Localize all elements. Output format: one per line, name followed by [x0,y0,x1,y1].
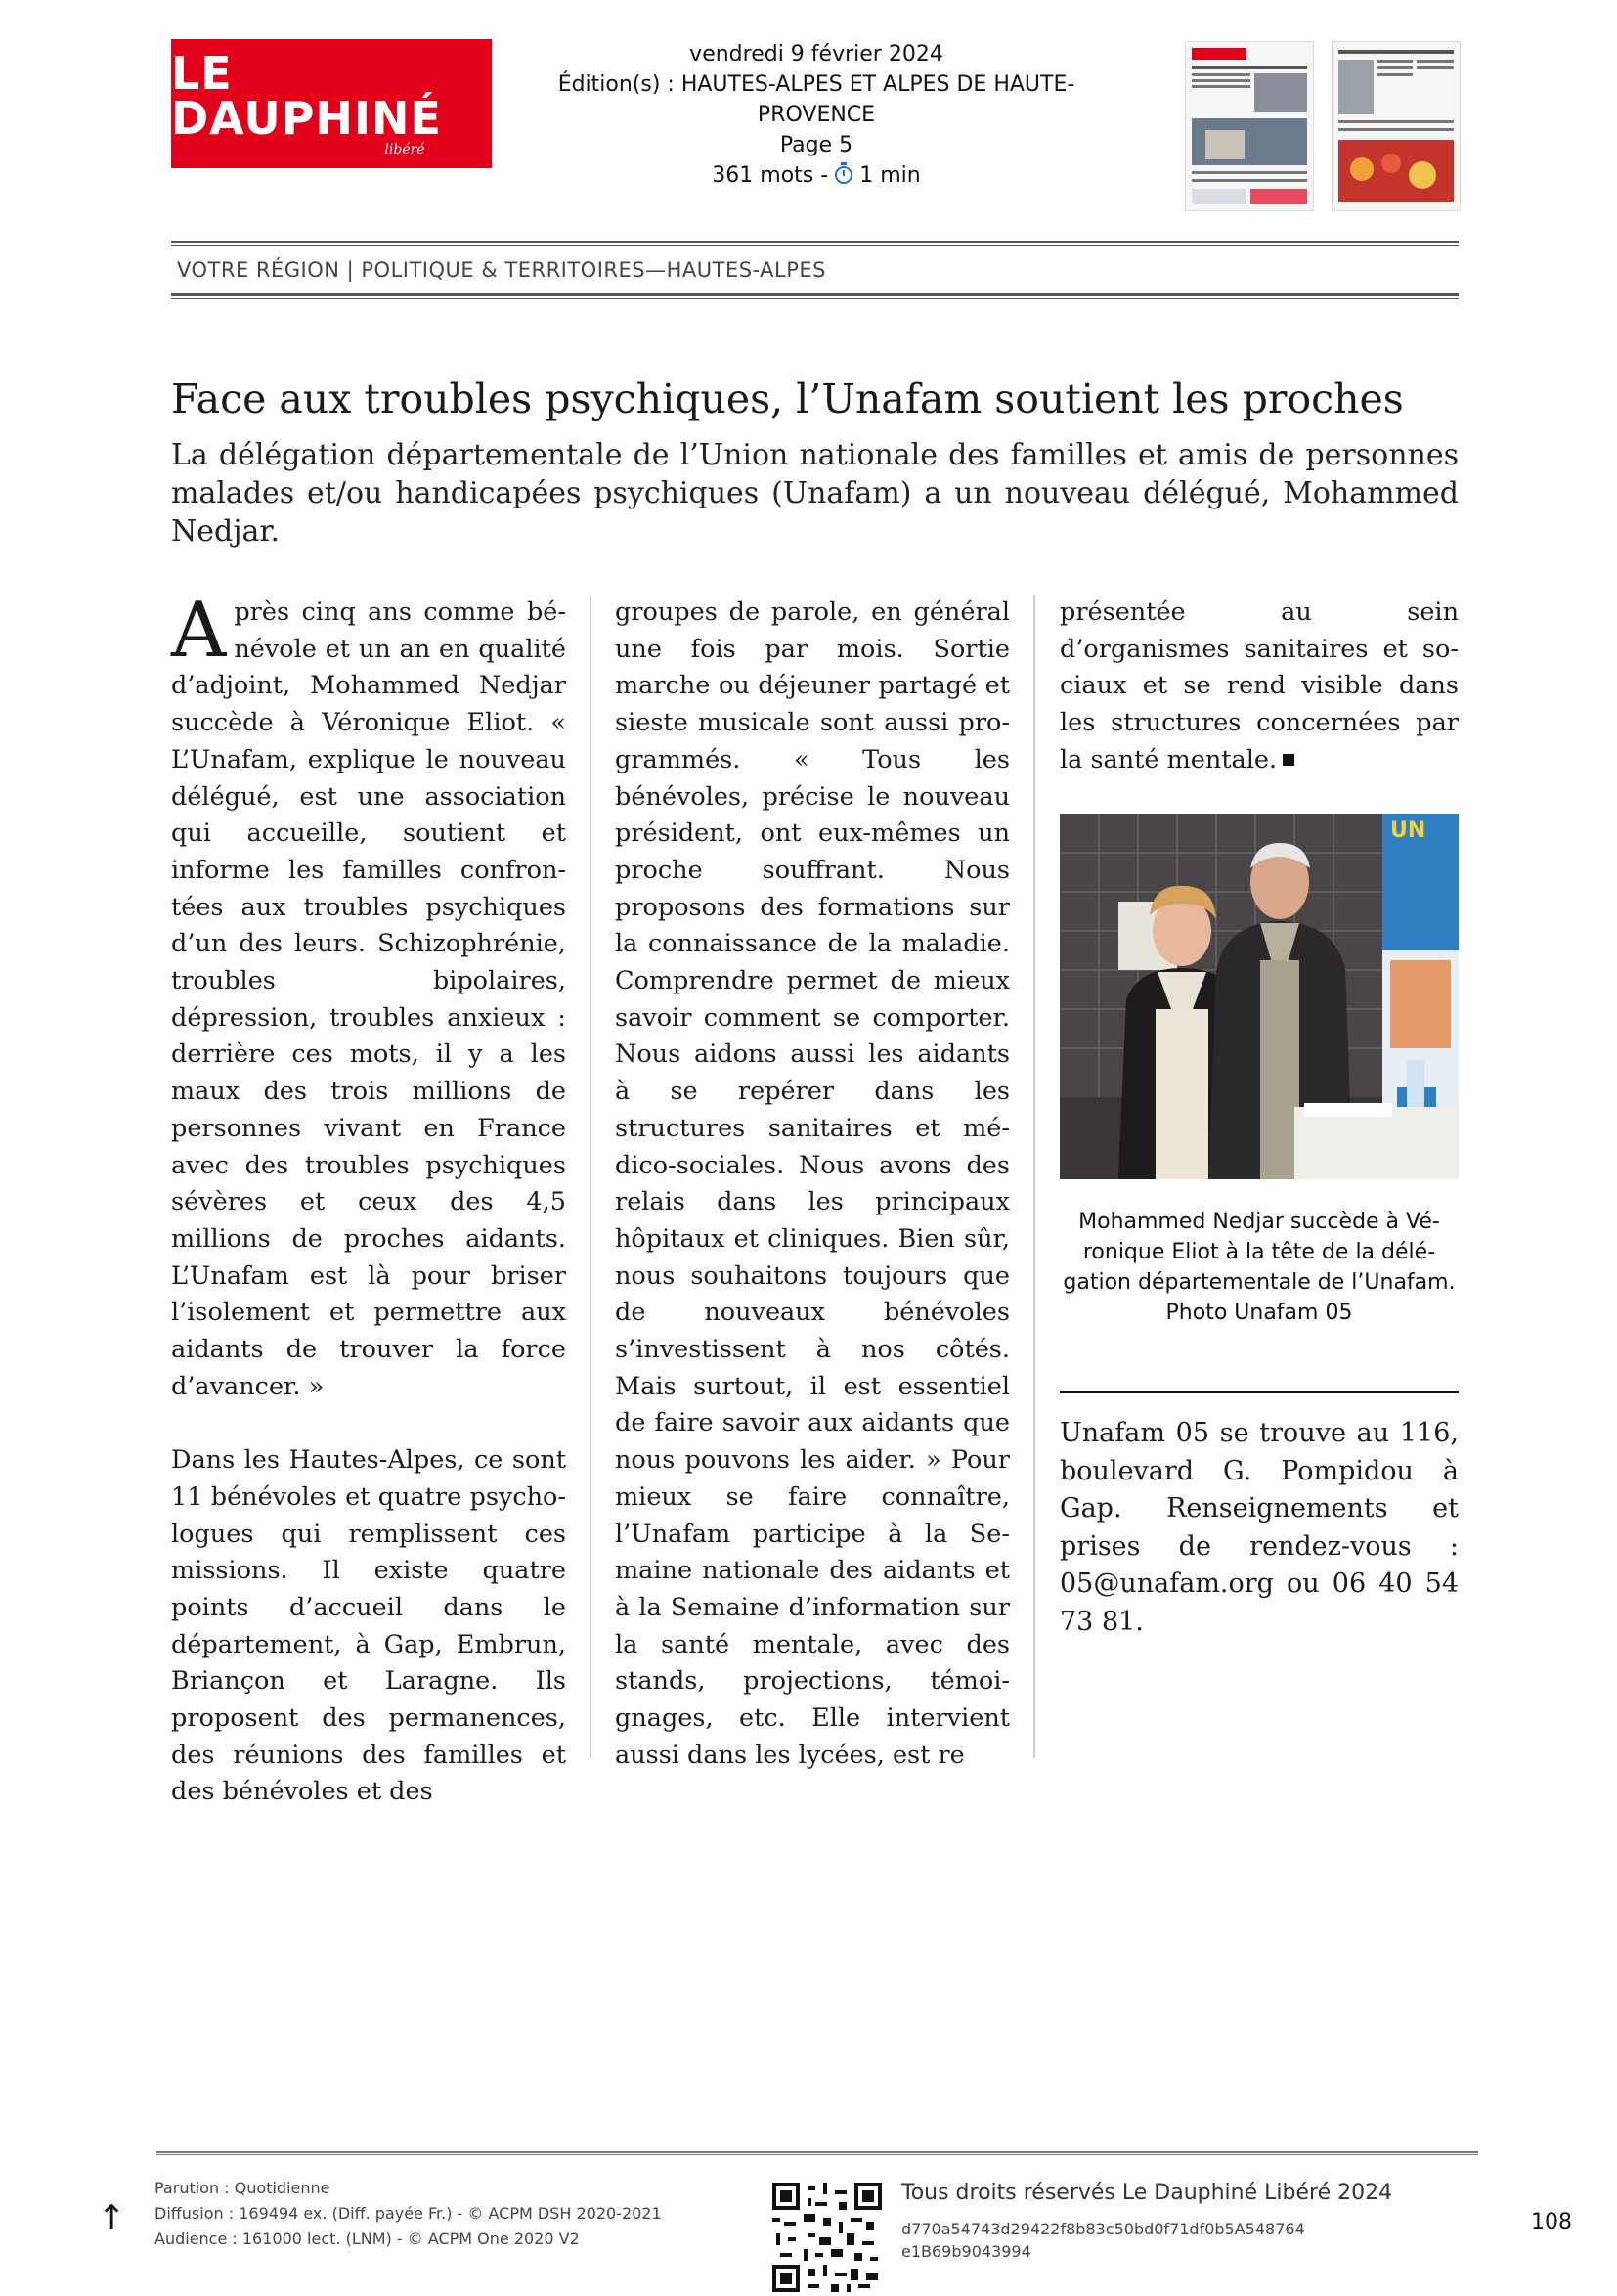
publication-logo [171,39,492,168]
paragraph: Dans les Hautes-Alpes, ce sont 11 bénévoles et quatre psychologues qui remplissent ces missions. Il existe quatre points d’accueil dans le département, à Gap, Embrun, Briançon et Laragne. Ils proposent des permanences, des réunions des familles et des bénévoles et des [171,1445,566,1807]
article-column-2 [615,595,1010,1775]
edition-line-2: PROVENCE [757,103,876,127]
distribution-info [154,2176,662,2252]
paragraph [171,587,566,1405]
page-label: Page 5 [779,133,853,157]
page-number: 108 [1531,2210,1572,2234]
rubric-bottom-rule [171,293,1459,299]
page-thumbnail-front[interactable] [1185,41,1314,211]
column-separator [1033,595,1035,1758]
drop-cap: A [171,587,227,675]
photo-caption: Mohammed Nedjar succède à Véronique Eliot à la tête de la délégation départementale de l’Unafam. Photo Unafam 05 [1063,1210,1456,1325]
paragraph [1060,595,1459,779]
back-to-top-arrow-icon[interactable]: ↑ [98,2198,126,2237]
end-of-article-mark [1283,754,1294,766]
qr-code-icon[interactable] [772,2183,882,2292]
edition-line-1: Édition(s) : HAUTES-ALPES ET ALPES DE HAUTE- [557,72,1075,97]
clock-icon [835,166,852,184]
poster-text: UN [1390,818,1426,843]
paragraph-text: présentée au sein d’organismes sanitaires et sociaux et se rend visible dans les structures concernées par la santé mentale. [1060,597,1459,774]
audience: Audience : 161000 lect. (LNM) - © ACPM One 2020 V2 [154,2230,580,2248]
parution: Parution : Quotidienne [154,2179,330,2197]
copyright-notice: Tous droits réservés Le Dauphiné Libéré 2024 [901,2181,1393,2205]
article-photo[interactable] [1060,814,1459,1179]
contact-infobox: Unafam 05 se trouve au 116, boulevard G. Pompidou à Gap. Renseignements et prises de rendez-vous : 05@unafam.org ou 06 40 54 73 81. [1060,1418,1459,1637]
footer-rule [156,2151,1478,2155]
page-thumbnail-inner[interactable] [1332,41,1461,211]
reading-info [528,160,1105,191]
article-column-1 [171,587,566,1811]
article-meta [528,39,1105,191]
word-count: 361 mots - [712,163,829,188]
rubric-top-rule [171,241,1459,246]
logo-subtitle: libéré [384,142,425,157]
column-separator [590,595,591,1758]
publication-date: vendredi 9 février 2024 [689,42,943,66]
paragraph-text: près cinq ans comme bénévole et un an en qualité d’adjoint, Mohammed Nedjar succède à Véronique Eliot. « L’Unafam, explique le nouveau délégué, est une association qui accueille, soutient et informe les familles confrontées aux troubles psychiques d’un des leurs. Schizophrénie, troubles bipolaires, dépression, troubles anxieux : derrière ces mots, il y a les maux des trois millions de personnes vivant en France avec des troubles psychiques sévères et ceux des 4,5 millions de proches aidants. L’Unafam est là pour briser l’isolement et permettre aux aidants de trouver la force d’avancer. » [171,597,566,1401]
article-standfirst: La délégation départementale de l’Union nationale des familles et amis de personnes malades et/ou handicapées psychiques (Unafam) a un nouveau délégué, Mohammed Nedjar. [171,438,1459,549]
rubric: VOTRE RÉGION | POLITIQUE & TERRITOIRES—HAUTES-ALPES [177,258,826,282]
paragraph: groupes de parole, en général une fois par mois. Sortie marche ou déjeuner partagé et sieste musicale sont aussi programmés. « Tous les bénévoles, précise le nouveau président, ont eux-mêmes un proche souffrant. Nous proposons des formations sur la connaissance de la maladie. Comprendre permet de mieux savoir comment se comporter. Nous aidons aussi les aidants à se repérer dans les structures sanitaires et médico-sociales. Nous avons des relais dans les principaux hôpitaux et cliniques. Bien sûr, nous souhaitons toujours que de nouveaux bénévoles s’investissent à nos côtés. Mais surtout, il est essentiel de faire savoir aux aidants que nous pouvons les aider. » Pour mieux se faire connaître, l’Unafam participe à la Semaine nationale des aidants et à la Semaine d’information sur la santé mentale, avec des stands, projections, témoignages, etc. Elle intervient aussi dans les lycées, est re [615,597,1010,1770]
read-time: 1 min [859,163,921,188]
article-title: Face aux troubles psychiques, l’Unafam soutient les proches [171,375,1404,422]
document-hash: d770a54743d29422f8b83c50bd0f71df0b5A548764e1B69b9043994 [901,2220,1305,2261]
article-column-3 [1060,595,1459,779]
diffusion: Diffusion : 169494 ex. (Diff. payée Fr.) - © ACPM DSH 2020-2021 [154,2204,662,2223]
infobox-rule [1060,1391,1459,1393]
logo-text: LE DAUPHINÉ [171,47,442,145]
